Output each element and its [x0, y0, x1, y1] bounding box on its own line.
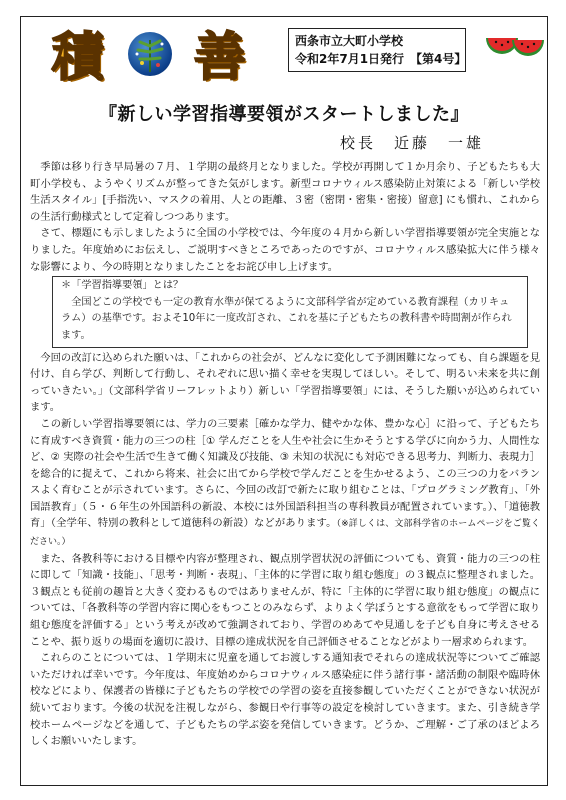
paragraph-revision-aims: 今回の改訂に込められた願いは、「これからの社会が、どんなに変化して予測困難になっても、自ら課題を見付け、自ら学び、判断して行動し、それぞれに思い描く幸せを実現してほしい。そして、明るい未来を共に創っていきたい。」（文部科学省リーフレットより）新しい「学習指導要領」には、そうした願いが込められています。	[30, 351, 540, 414]
three-pillars-text: この新しい学習指導要領には、学力の三要素［確かな学力、健やかな体、豊かな心］に沿って、子どもたちに育成すべき資質・能力の三つの柱［① 学んだことを人生や社会に生かそうとする学びに向かう力、人間性など、② 実際の社会や生活で生きて働く知識及び技能、③ 未知の状況にも対応できる思考力、判断力、表現力］を総合的に捉えて、これから将来、社会に出てから学校で学んだことを生かせるよう、この三つの力をバランスよく育むことが示されています。さらに、今回の改訂で新たに取り組むことは、「プログラミング教育」、「外国語教育」（５・６年生の外国語科の新設、本校には外国語科担当の専科教員が配置されています。）、「道徳教育」（全学年、特別の教科として道徳科の新設）などがあります。	[30, 417, 540, 530]
paragraph-curriculum-start: さて、標題にも示しましたように全国の小学校では、今年度の４月から新しい学習指導要領が完全実施となりました。年度始めにお伝えし、ご説明すべきところであったのですが、コロナウィルス感染拡大に伴う様々な影響により、今の時期となりましたことをお詫び申し上げます。	[30, 227, 540, 273]
mext-note: （※詳しくは、文部科学省のホームページをご覧ください。）	[30, 519, 540, 548]
author-line: 校長 近藤 一雄	[340, 134, 485, 152]
masthead	[24, 22, 544, 88]
publication-info-box	[288, 28, 466, 72]
title-char-seki: 積	[51, 27, 104, 88]
paragraph-three-pillars	[30, 416, 540, 551]
definition-title: ＊「学習指導要領」とは？	[61, 280, 184, 292]
headline: 『新しい学習指導要領がスタートしました』	[99, 104, 469, 125]
globe-bamboo-icon	[128, 32, 172, 76]
paragraph-report-card: これらのことについては、１学期末に児童を通してお渡しする通知表でそれらの達成状況等についてご確認いただければ幸いです。今年度は、年度始めからコロナウィルス感染症に伴う諸行事・諸活動の制限や臨時休校などにより、保護者の皆様に子どもたちの学校での学習の姿を直接参観していただくことができない状況が続いております。今後の状況を注視しながら、参観日や行事等の設定を検討していきます。また、引き続き学校ホームページなどを通して、子どもたちの学ぶ姿を発信していきます。どうか、ご理解・ご了承のほどよろしくお願いいたします。	[30, 652, 540, 748]
watermelon-icon	[484, 32, 546, 70]
paragraph-season: 季節は移り行き早局暑の７月、１学期の最終月となりました。学校が再開して１か月余り、子どもたちも大町小学校も、ようやくリズムが整ってきた気がします。新型コロナウィルス感染防止対策による「新しい学校生活スタイル」[手指洗い、マスクの着用、人との距離、３密（密閉・密集・密接）留意] にも慣れ、これからの生活行動様式として定着しつつあります。	[30, 161, 540, 223]
school-name: 西条市立大町小学校	[295, 34, 404, 48]
title-char-zen: 善	[193, 27, 246, 88]
article-body	[30, 159, 540, 750]
issue-date: 令和2年7月1日発行 【第4号】	[295, 52, 467, 66]
paragraph-evaluation: また、各教科等における目標や内容が整理され、観点別学習状況の評価についても、資質・能力の三つの柱に即して「知識・技能」、「思考・判断・表現」、「主体的に学習に取り組む態度」の３観点に整理されました。３観点とも従前の趣旨と大きく変わるものではありませんが、特に「主体的に学習に取り組む態度」の観点については、「各教科等の学習内容に関心をもつことのみならず、よりよく学ぼうとする意欲をもって学習に取り組む態度を評価する」という考えが改めて強調されており、学習のめあてや見通しを子ども自身に考えさせることや、振り返りの場面を適切に設け、目標の達成状況を自己評価させることなどがより一層求められます。	[30, 552, 540, 648]
definition-box	[52, 276, 528, 347]
definition-body: 全国どこの学校でも一定の教育水準が保てるように文部科学省が定めている教育課程（カリキュラム）の基準です。およそ10年に一度改訂され、これを基に子どもたちの教科書や時間割が作られます。	[61, 296, 512, 341]
